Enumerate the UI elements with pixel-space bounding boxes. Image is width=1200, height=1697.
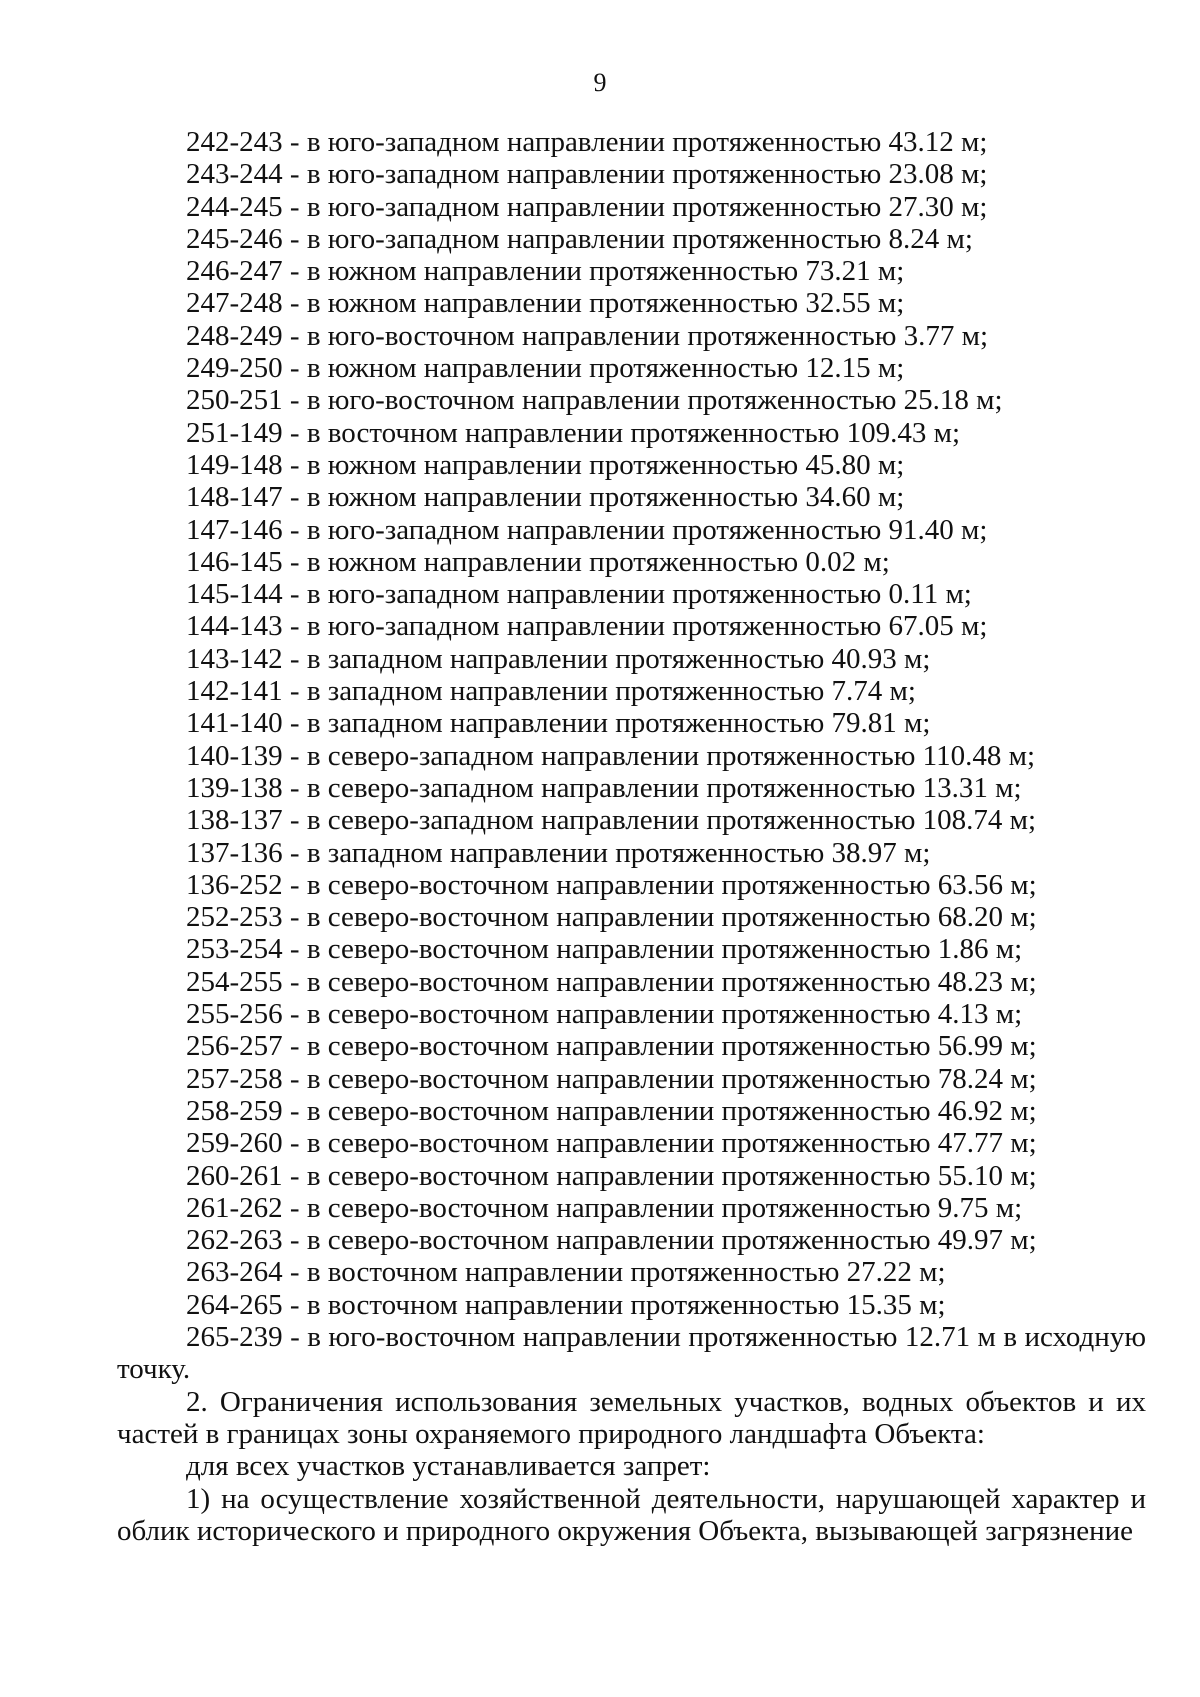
segment-line: 260-261 - в северо-восточном направлении протяженностью 55.10 м;	[186, 1159, 1037, 1192]
paragraph-prohibition-item-1: 1) на осуществление хозяйственной деятельности, нарушающей характер и облик исторического и природного окружения Объекта, вызывающей загрязнение	[117, 1482, 1146, 1547]
segment-line: 249-250 - в южном направлении протяженностью 12.15 м;	[186, 352, 905, 385]
segment-line: 144-143 - в юго-западном направлении протяженностью 67.05 м;	[186, 610, 988, 643]
segment-line: 246-247 - в южном направлении протяженностью 73.21 м;	[186, 255, 905, 288]
segment-line: 251-149 - в восточном направлении протяженностью 109.43 м;	[186, 416, 961, 449]
segment-line: 243-244 - в юго-западном направлении протяженностью 23.08 м;	[186, 158, 988, 191]
segment-line: 257-258 - в северо-восточном направлении протяженностью 78.24 м;	[186, 1062, 1037, 1095]
segment-line: 247-248 - в южном направлении протяженностью 32.55 м;	[186, 287, 905, 320]
segment-line: 149-148 - в южном направлении протяженностью 45.80 м;	[186, 448, 905, 481]
segment-line: 145-144 - в юго-западном направлении протяженностью 0.11 м;	[186, 578, 972, 611]
segment-line: 147-146 - в юго-западном направлении протяженностью 91.40 м;	[186, 513, 988, 546]
segment-line: 140-139 - в северо-западном направлении протяженностью 110.48 м;	[186, 739, 1036, 772]
segment-line: 253-254 - в северо-восточном направлении протяженностью 1.86 м;	[186, 933, 1023, 966]
segment-line: 137-136 - в западном направлении протяженностью 38.97 м;	[186, 836, 931, 869]
segment-line: 242-243 - в юго-западном направлении протяженностью 43.12 м;	[186, 126, 988, 158]
segment-line: 148-147 - в южном направлении протяженностью 34.60 м;	[186, 481, 905, 514]
paragraph-prohibition-intro: для всех участков устанавливается запрет:	[186, 1450, 711, 1483]
segment-line: 138-137 - в северо-западном направлении протяженностью 108.74 м;	[186, 804, 1037, 837]
segment-line: 245-246 - в юго-западном направлении протяженностью 8.24 м;	[186, 222, 973, 255]
paragraph-closing-segment: 265-239 - в юго-восточном направлении протяженностью 12.71 м в исходную точку.	[117, 1321, 1146, 1386]
segment-line: 146-145 - в южном направлении протяженностью 0.02 м;	[186, 545, 890, 578]
segment-line: 136-252 - в северо-восточном направлении протяженностью 63.56 м;	[186, 868, 1037, 901]
segment-line: 248-249 - в юго-восточном направлении протяженностью 3.77 м;	[186, 319, 989, 352]
segment-line: 250-251 - в юго-восточном направлении протяженностью 25.18 м;	[186, 384, 1003, 417]
segment-line: 261-262 - в северо-восточном направлении протяженностью 9.75 м;	[186, 1191, 1023, 1224]
body-text	[117, 1321, 1146, 1547]
paragraph-restrictions-heading: 2. Ограничения использования земельных участков, водных объектов и их частей в границах зоны охраняемого природного ландшафта Объекта:	[117, 1385, 1146, 1450]
segment-line: 254-255 - в северо-восточном направлении протяженностью 48.23 м;	[186, 965, 1037, 998]
segment-line: 256-257 - в северо-восточном направлении протяженностью 56.99 м;	[186, 1030, 1037, 1063]
segment-line: 139-138 - в северо-западном направлении протяженностью 13.31 м;	[186, 771, 1022, 804]
segment-line: 258-259 - в северо-восточном направлении протяженностью 46.92 м;	[186, 1094, 1037, 1127]
segment-line: 143-142 - в западном направлении протяженностью 40.93 м;	[186, 642, 931, 675]
segment-list	[186, 126, 1146, 1321]
segment-line: 244-245 - в юго-западном направлении протяженностью 27.30 м;	[186, 190, 988, 223]
segment-line: 264-265 - в восточном направлении протяженностью 15.35 м;	[186, 1288, 946, 1321]
segment-line: 255-256 - в северо-восточном направлении протяженностью 4.13 м;	[186, 998, 1023, 1031]
page-number: 9	[593, 68, 607, 97]
segment-line: 252-253 - в северо-восточном направлении протяженностью 68.20 м;	[186, 901, 1037, 934]
segment-line: 141-140 - в западном направлении протяженностью 79.81 м;	[186, 707, 931, 740]
segment-line: 142-141 - в западном направлении протяженностью 7.74 м;	[186, 675, 916, 708]
segment-line: 262-263 - в северо-восточном направлении протяженностью 49.97 м;	[186, 1224, 1037, 1257]
segment-line: 259-260 - в северо-восточном направлении протяженностью 47.77 м;	[186, 1127, 1037, 1160]
segment-line: 263-264 - в восточном направлении протяженностью 27.22 м;	[186, 1256, 946, 1289]
